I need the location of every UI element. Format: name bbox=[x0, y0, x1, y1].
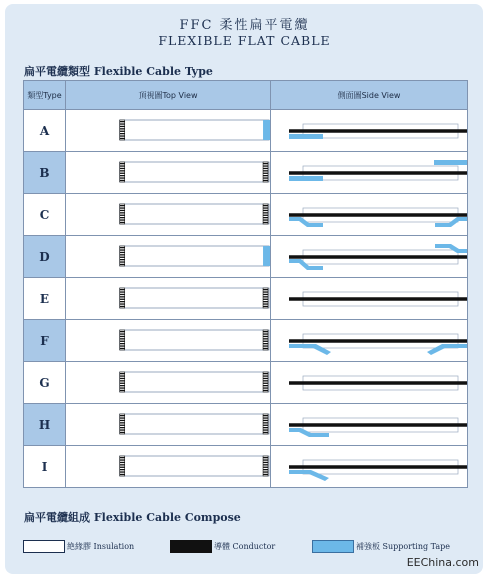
top-view-cell bbox=[66, 278, 271, 319]
table-row bbox=[24, 362, 467, 404]
title-chinese: FFC 柔性扁平電纜 bbox=[179, 18, 310, 33]
side-view-diagram bbox=[271, 320, 467, 361]
type-label: B bbox=[24, 152, 66, 193]
table-row bbox=[24, 110, 467, 152]
watermark: EEChina.com bbox=[406, 556, 479, 569]
cable-body bbox=[120, 120, 269, 140]
side-view-diagram bbox=[271, 446, 467, 487]
contact-pins bbox=[120, 204, 125, 224]
side-view-diagram bbox=[271, 362, 467, 403]
side-view-cell bbox=[271, 278, 467, 319]
conductor-swatch bbox=[170, 540, 212, 553]
reinforcement-tape bbox=[263, 120, 270, 140]
header-side-view: 側面圖Side View bbox=[337, 90, 401, 100]
table-row bbox=[24, 194, 467, 236]
cable-body bbox=[120, 204, 269, 224]
table-row bbox=[24, 404, 467, 446]
reinforcement-tape bbox=[263, 246, 270, 266]
cable-body bbox=[120, 330, 269, 350]
legend-insulation bbox=[23, 539, 134, 554]
contact-pins bbox=[263, 456, 268, 476]
tape-swatch bbox=[312, 540, 354, 553]
legend-label-tape: 補強板 Supporting Tape bbox=[356, 542, 450, 551]
header-type: 類型Type bbox=[24, 81, 66, 109]
top-view-diagram bbox=[66, 194, 270, 235]
side-view-diagram bbox=[271, 194, 467, 235]
side-view-diagram bbox=[271, 152, 467, 193]
cable-body bbox=[120, 372, 269, 392]
contact-pins bbox=[120, 246, 125, 266]
compose-section-title: 扁平電纜組成 Flexible Cable Compose bbox=[24, 511, 241, 524]
type-label: E bbox=[24, 278, 66, 319]
side-view-diagram bbox=[271, 278, 467, 319]
top-view-cell bbox=[66, 236, 271, 277]
table-body bbox=[24, 110, 467, 487]
table-header bbox=[24, 81, 467, 110]
contact-pins bbox=[120, 372, 125, 392]
legend-label-insulation: 絶緣膠 Insulation bbox=[67, 542, 135, 551]
top-view-diagram bbox=[66, 446, 270, 487]
top-view-diagram bbox=[66, 404, 270, 445]
top-view-cell bbox=[66, 110, 271, 151]
top-view-cell bbox=[66, 446, 271, 487]
table-row bbox=[24, 236, 467, 278]
top-view-diagram bbox=[66, 236, 270, 277]
side-view-cell bbox=[271, 194, 467, 235]
side-view-diagram bbox=[271, 404, 467, 445]
top-view-cell bbox=[66, 194, 271, 235]
table-row bbox=[24, 152, 467, 194]
contact-pins bbox=[120, 456, 125, 476]
contact-pins bbox=[120, 330, 125, 350]
cable-body bbox=[120, 288, 269, 308]
contact-pins bbox=[120, 162, 125, 182]
contact-pins bbox=[263, 288, 268, 308]
insulation-swatch bbox=[23, 540, 65, 553]
contact-pins bbox=[263, 414, 268, 434]
top-view-diagram bbox=[66, 152, 270, 193]
side-view-cell bbox=[271, 446, 467, 487]
side-view-cell bbox=[271, 236, 467, 277]
side-view-cell bbox=[271, 362, 467, 403]
cable-body bbox=[120, 162, 269, 182]
side-view-diagram bbox=[271, 110, 467, 151]
title-english: FLEXIBLE FLAT CABLE bbox=[158, 33, 331, 48]
cable-body bbox=[120, 246, 269, 266]
supporting-tape bbox=[289, 176, 323, 181]
top-view-diagram bbox=[66, 110, 270, 151]
top-view-diagram bbox=[66, 278, 270, 319]
top-view-diagram bbox=[66, 362, 270, 403]
legend-label-conductor: 導體 Conductor bbox=[214, 542, 276, 551]
side-view-cell bbox=[271, 404, 467, 445]
type-label: I bbox=[24, 446, 66, 487]
side-view-cell bbox=[271, 110, 467, 151]
contact-pins bbox=[263, 204, 268, 224]
side-view-diagram bbox=[271, 236, 467, 277]
legend-tape bbox=[312, 539, 450, 554]
top-view-cell bbox=[66, 404, 271, 445]
legend-conductor bbox=[170, 539, 275, 554]
cable-type-table bbox=[23, 80, 468, 488]
contact-pins bbox=[120, 288, 125, 308]
side-view-cell bbox=[271, 152, 467, 193]
type-label: H bbox=[24, 404, 66, 445]
top-view-cell bbox=[66, 320, 271, 361]
type-label: F bbox=[24, 320, 66, 361]
contact-pins bbox=[120, 120, 125, 140]
type-label: G bbox=[24, 362, 66, 403]
type-label: A bbox=[24, 110, 66, 151]
side-view-cell bbox=[271, 320, 467, 361]
table-row bbox=[24, 320, 467, 362]
table-row bbox=[24, 278, 467, 320]
cable-body bbox=[120, 414, 269, 434]
type-section-title: 扁平電纜類型 Flexible Cable Type bbox=[24, 65, 213, 78]
type-label: D bbox=[24, 236, 66, 277]
contact-pins bbox=[263, 372, 268, 392]
contact-pins bbox=[120, 414, 125, 434]
contact-pins bbox=[263, 162, 268, 182]
contact-pins bbox=[263, 330, 268, 350]
table-row bbox=[24, 446, 467, 487]
type-label: C bbox=[24, 194, 66, 235]
cable-body bbox=[120, 456, 269, 476]
header-top-view: 頂視圖Top View bbox=[66, 81, 271, 109]
top-view-cell bbox=[66, 362, 271, 403]
supporting-tape bbox=[434, 160, 467, 165]
top-view-diagram bbox=[66, 320, 270, 361]
top-view-cell bbox=[66, 152, 271, 193]
supporting-tape bbox=[289, 134, 323, 139]
